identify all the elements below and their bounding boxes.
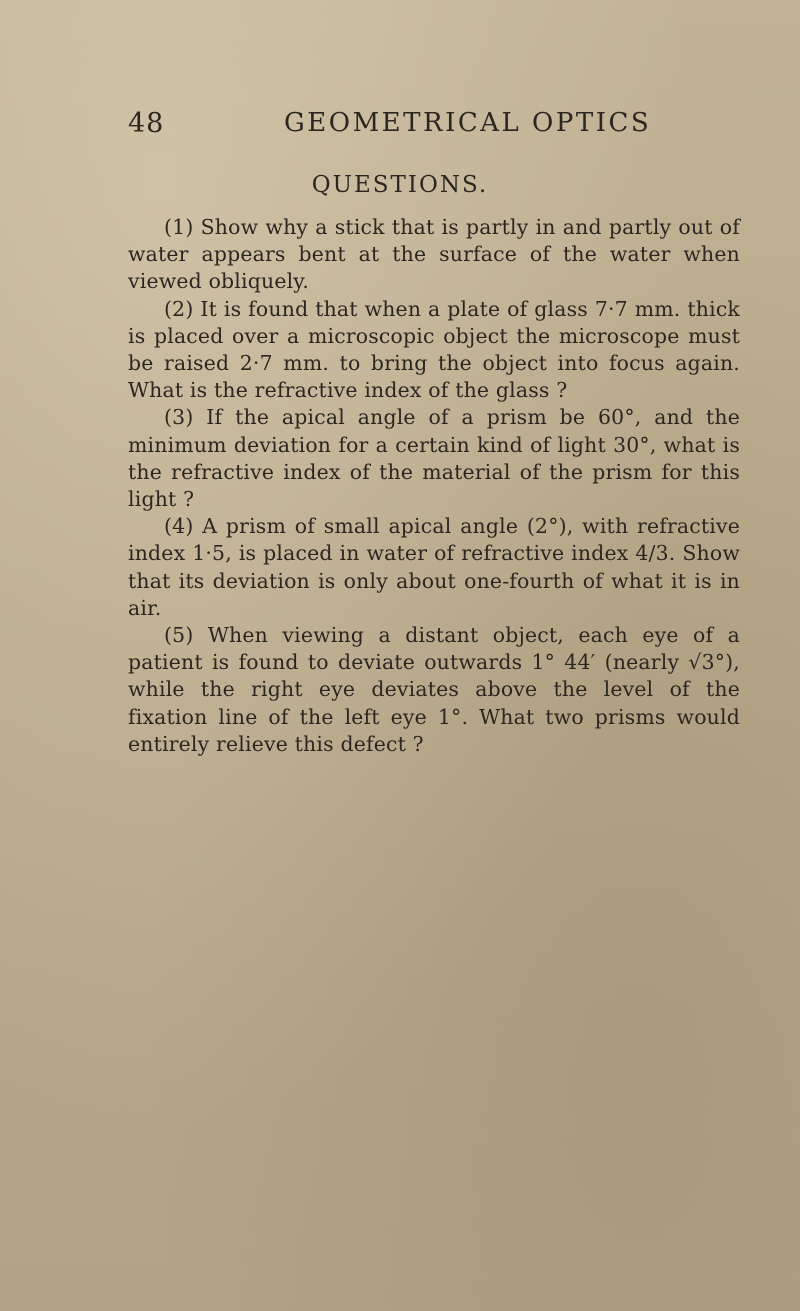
running-head	[0, 108, 800, 148]
question-5: (5) When viewing a distant object, each eye of a patient is found to deviate outwards 1° 44′ (nearly √3°), while the right eye deviates above the level of the fixation line of the left eye 1°. What two prisms would entirely relieve this defect ?	[128, 623, 740, 756]
question-4: (4) A prism of small apical angle (2°), with refractive index 1·5, is placed in water of refractive index 4/3. Show that its deviation is only about one-fourth of what it is in air.	[128, 514, 740, 620]
question-1: (1) Show why a stick that is partly in and partly out of water appears bent at the surface of the water when viewed obliquely.	[128, 215, 740, 294]
question-2: (2) It is found that when a plate of glass 7·7 mm. thick is placed over a microscopic object the microscope must be raised 2·7 mm. to bring the object into focus again. What is the refractive index of the glass ?	[128, 296, 740, 403]
section-heading: QUESTIONS.	[311, 172, 489, 198]
questions-list	[128, 214, 740, 758]
page-number: 48	[128, 108, 165, 139]
question-3: (3) If the apical angle of a prism be 60°, and the minimum deviation for a certain kind of light 30°, what is the refractive index of the material of the prism for this light ?	[128, 405, 740, 512]
running-title: GEOMETRICAL OPTICS	[284, 108, 652, 138]
